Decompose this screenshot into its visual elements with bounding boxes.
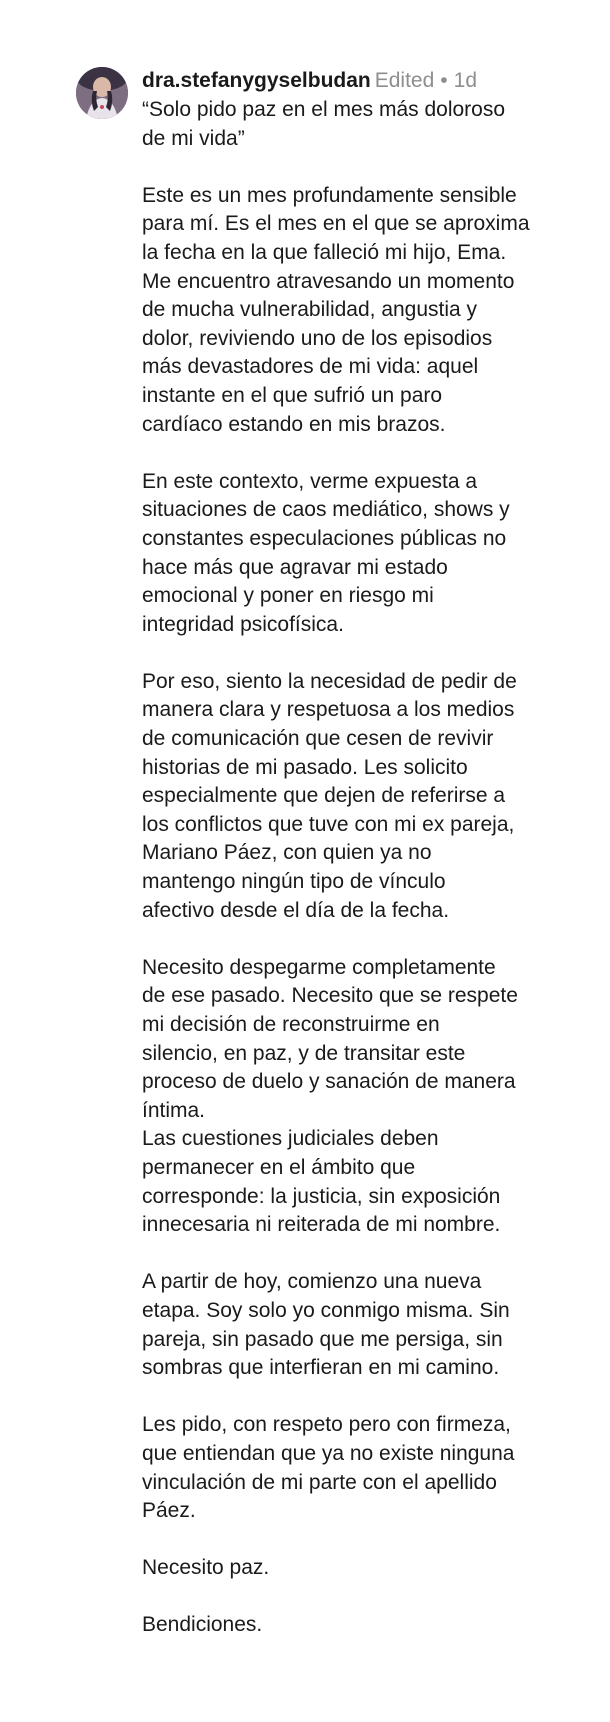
caption-paragraph: Necesito paz. xyxy=(142,1556,270,1580)
separator-dot: • xyxy=(440,69,448,92)
caption-paragraph: A partir de hoy, comienzo una nueva etapa. Soy solo yo conmigo misma. Sin pareja, sin pasado que me persiga, sin sombras que interfieran en mi camino. xyxy=(142,1270,510,1380)
username-link[interactable]: dra.stefanygyselbudan xyxy=(142,69,371,92)
caption-paragraph: En este contexto, verme expuesta a situaciones de caos mediático, shows y constantes especulaciones públicas no hace más que agravar mi estado emocional y poner en riesgo mi integridad psicofísica. xyxy=(142,469,510,636)
profile-photo-icon xyxy=(76,67,128,119)
edited-label: Edited xyxy=(374,69,435,92)
post-content xyxy=(142,66,572,1669)
caption-paragraph: Por eso, siento la necesidad de pedir de manera clara y respetuosa a los medios de comunicación que cesen de revivir historias de mi pasado. Les solicito especialmente que dejen de referirse a los conflictos que tuve con mi ex pareja, Mariano Páez, con quien ya no mantengo ningún tipo de vínculo afectivo desde el día de la fecha. xyxy=(142,669,517,922)
caption-paragraph: “Solo pido paz en el mes más doloroso de mi vida” xyxy=(142,98,506,150)
caption-text xyxy=(142,96,572,1640)
avatar[interactable] xyxy=(76,67,128,119)
caption-paragraph: Les pido, con respeto pero con firmeza, que entiendan que ya no existe ninguna vinculación de mi parte con el apellido Páez. xyxy=(142,1413,515,1523)
caption-paragraph: Este es un mes profundamente sensible para mí. Es el mes en el que se aproxima la fecha en la que falleció mi hijo, Ema. Me encuentro atravesando un momento de mucha vulnerabilidad, angustia y dolor, reviviendo uno de los episodios más devastadores de mi vida: aquel instante en el que sufrió un paro cardíaco estando en mis brazos. xyxy=(142,183,530,436)
caption-paragraph: Necesito despegarme completamente de ese pasado. Necesito que se respete mi decisión de reconstruirme en silencio, en paz, y de transitar este proceso de duelo y sanación de manera íntima. Las cuestiones judiciales deben permanecer en el ámbito que corresponde: la justicia, sin exposición innecesaria ni reiterada de mi nombre. xyxy=(142,955,518,1237)
caption-paragraph: Bendiciones. xyxy=(142,1613,263,1637)
post-header xyxy=(142,66,572,96)
post-timestamp[interactable]: 1d xyxy=(453,69,477,92)
